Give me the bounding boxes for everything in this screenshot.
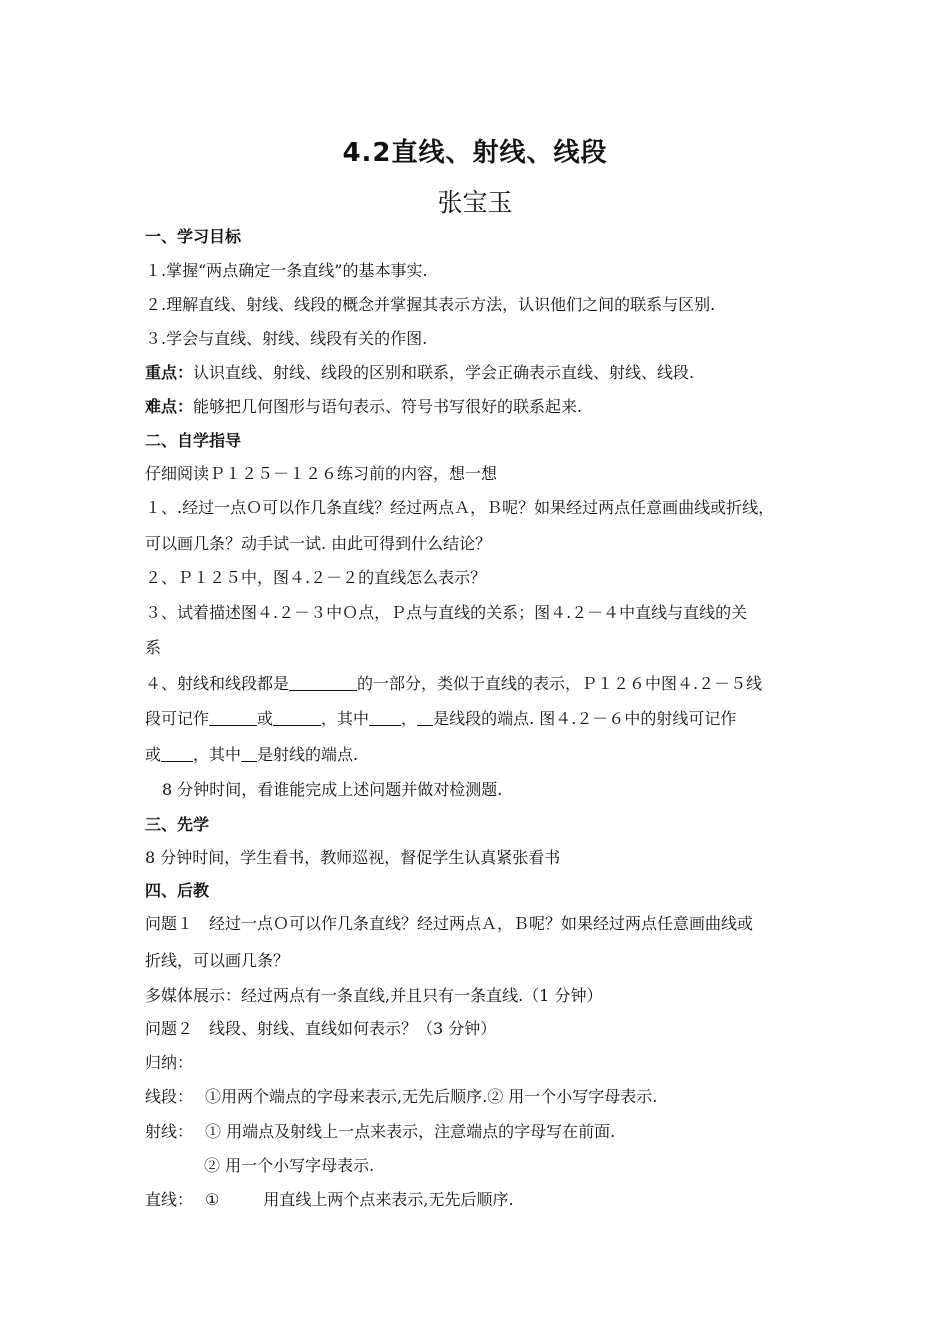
ray-text-1: ① 用端点及射线上一点来表示，注意端点的字母写在前面. [205,1122,616,1141]
problem-2: 问题２ 线段、射线、直线如何表示？（3 分钟） [145,1019,497,1038]
document-title: 4.2直线、射线、线段 [342,138,608,168]
question-4-text: 段可记作 [145,709,210,728]
fill-blank [161,745,193,762]
segment-rule [145,1086,825,1108]
line-rule-number: ① [205,1190,220,1209]
ray-label: 射线： [145,1122,194,1141]
question-1-line-2: 可以画几条？动手试一试. 由此可得到什么结论？ [145,534,492,553]
fill-blank [209,709,257,726]
question-4-text: 是射线的端点. [257,745,359,764]
key-point-text: 认识直线、射线、线段的区别和联系，学会正确表示直线、射线、线段. [193,363,695,382]
question-4-text: ，其中 [193,745,242,764]
self-study-intro: 仔细阅读Ｐ１２５－１２６练习前的内容，想一想 [145,464,498,483]
fill-blank [289,674,357,691]
question-4-text: 或 [145,745,162,764]
question-4-text: 或 [257,709,274,728]
key-point [145,362,825,384]
author-name: 张宝玉 [437,188,513,217]
fill-blank [417,709,433,726]
question-4-text: ４、射线和线段都是 [145,674,290,693]
section-heading-objectives: 一、学习目标 [145,227,242,246]
question-4-text: 是线段的端点. 图４.２－６中的射线可记作 [433,709,737,728]
timing-note: 8 分钟时间，看谁能完成上述问题并做对检测题. [162,780,503,799]
question-4-line-2 [145,708,825,730]
question-4-line-1 [145,673,825,695]
fill-blank [241,745,257,762]
section-heading-post-teaching: 四、后教 [145,881,210,900]
question-3-line-2: 系 [145,638,162,657]
question-4-text: ， [401,709,418,728]
line-rule [145,1189,825,1211]
ray-rule [145,1121,825,1143]
difficult-point-label: 难点： [145,397,194,416]
question-4-text: ，其中 [321,709,370,728]
fill-blank [369,709,401,726]
pre-study-text: 8 分钟时间，学生看书，教师巡视，督促学生认真紧张看书 [145,848,561,867]
fill-blank [273,709,321,726]
section-heading-pre-study: 三、先学 [145,815,210,834]
objective-item-3: ３.学会与直线、射线、线段有关的作图. [145,329,428,348]
key-point-label: 重点： [145,363,194,382]
summary-label: 归纳： [145,1053,194,1072]
objective-item-2: ２.理解直线、射线、线段的概念并掌握其表示方法，认识他们之间的联系与区别. [145,295,716,314]
problem-1-line-1: 问题１ 经过一点Ｏ可以作几条直线？经过两点Ａ，Ｂ呢？如果经过两点任意画曲线或 [145,914,754,933]
question-4-line-3 [145,744,825,766]
line-rule-text: 用直线上两个点来表示,无先后顺序. [263,1190,514,1209]
question-3-line-1: ３、试着描述图４.２－３中Ｏ点，Ｐ点与直线的关系；图４.２－４中直线与直线的关 [145,603,748,622]
difficult-point-text: 能够把几何图形与语句表示、符号书写很好的联系起来. [193,397,583,416]
media-display: 多媒体展示：经过两点有一条直线,并且只有一条直线.（1 分钟） [145,986,603,1005]
question-4-text: 的一部分，类似于直线的表示，Ｐ１２６中图４.２－５线 [357,674,763,693]
problem-1-line-2: 折线，可以画几条？ [145,951,290,970]
difficult-point [145,396,825,418]
objective-item-1: １.掌握“两点确定一条直线”的基本事实. [145,261,428,280]
question-2: ２、Ｐ１２５中，图４.２－２的直线怎么表示？ [145,568,487,587]
line-label: 直线： [145,1190,194,1209]
ray-rule-2: ② 用一个小写字母表示. [204,1156,375,1175]
question-1-line-1: １、.经过一点Ｏ可以作几条直线？经过两点Ａ，Ｂ呢？如果经过两点任意画曲线或折线， [145,498,775,517]
section-heading-self-study: 二、自学指导 [145,431,242,450]
segment-label: 线段： [145,1087,194,1106]
segment-text: ①用两个端点的字母来表示,无先后顺序.② 用一个小写字母表示. [205,1087,658,1106]
